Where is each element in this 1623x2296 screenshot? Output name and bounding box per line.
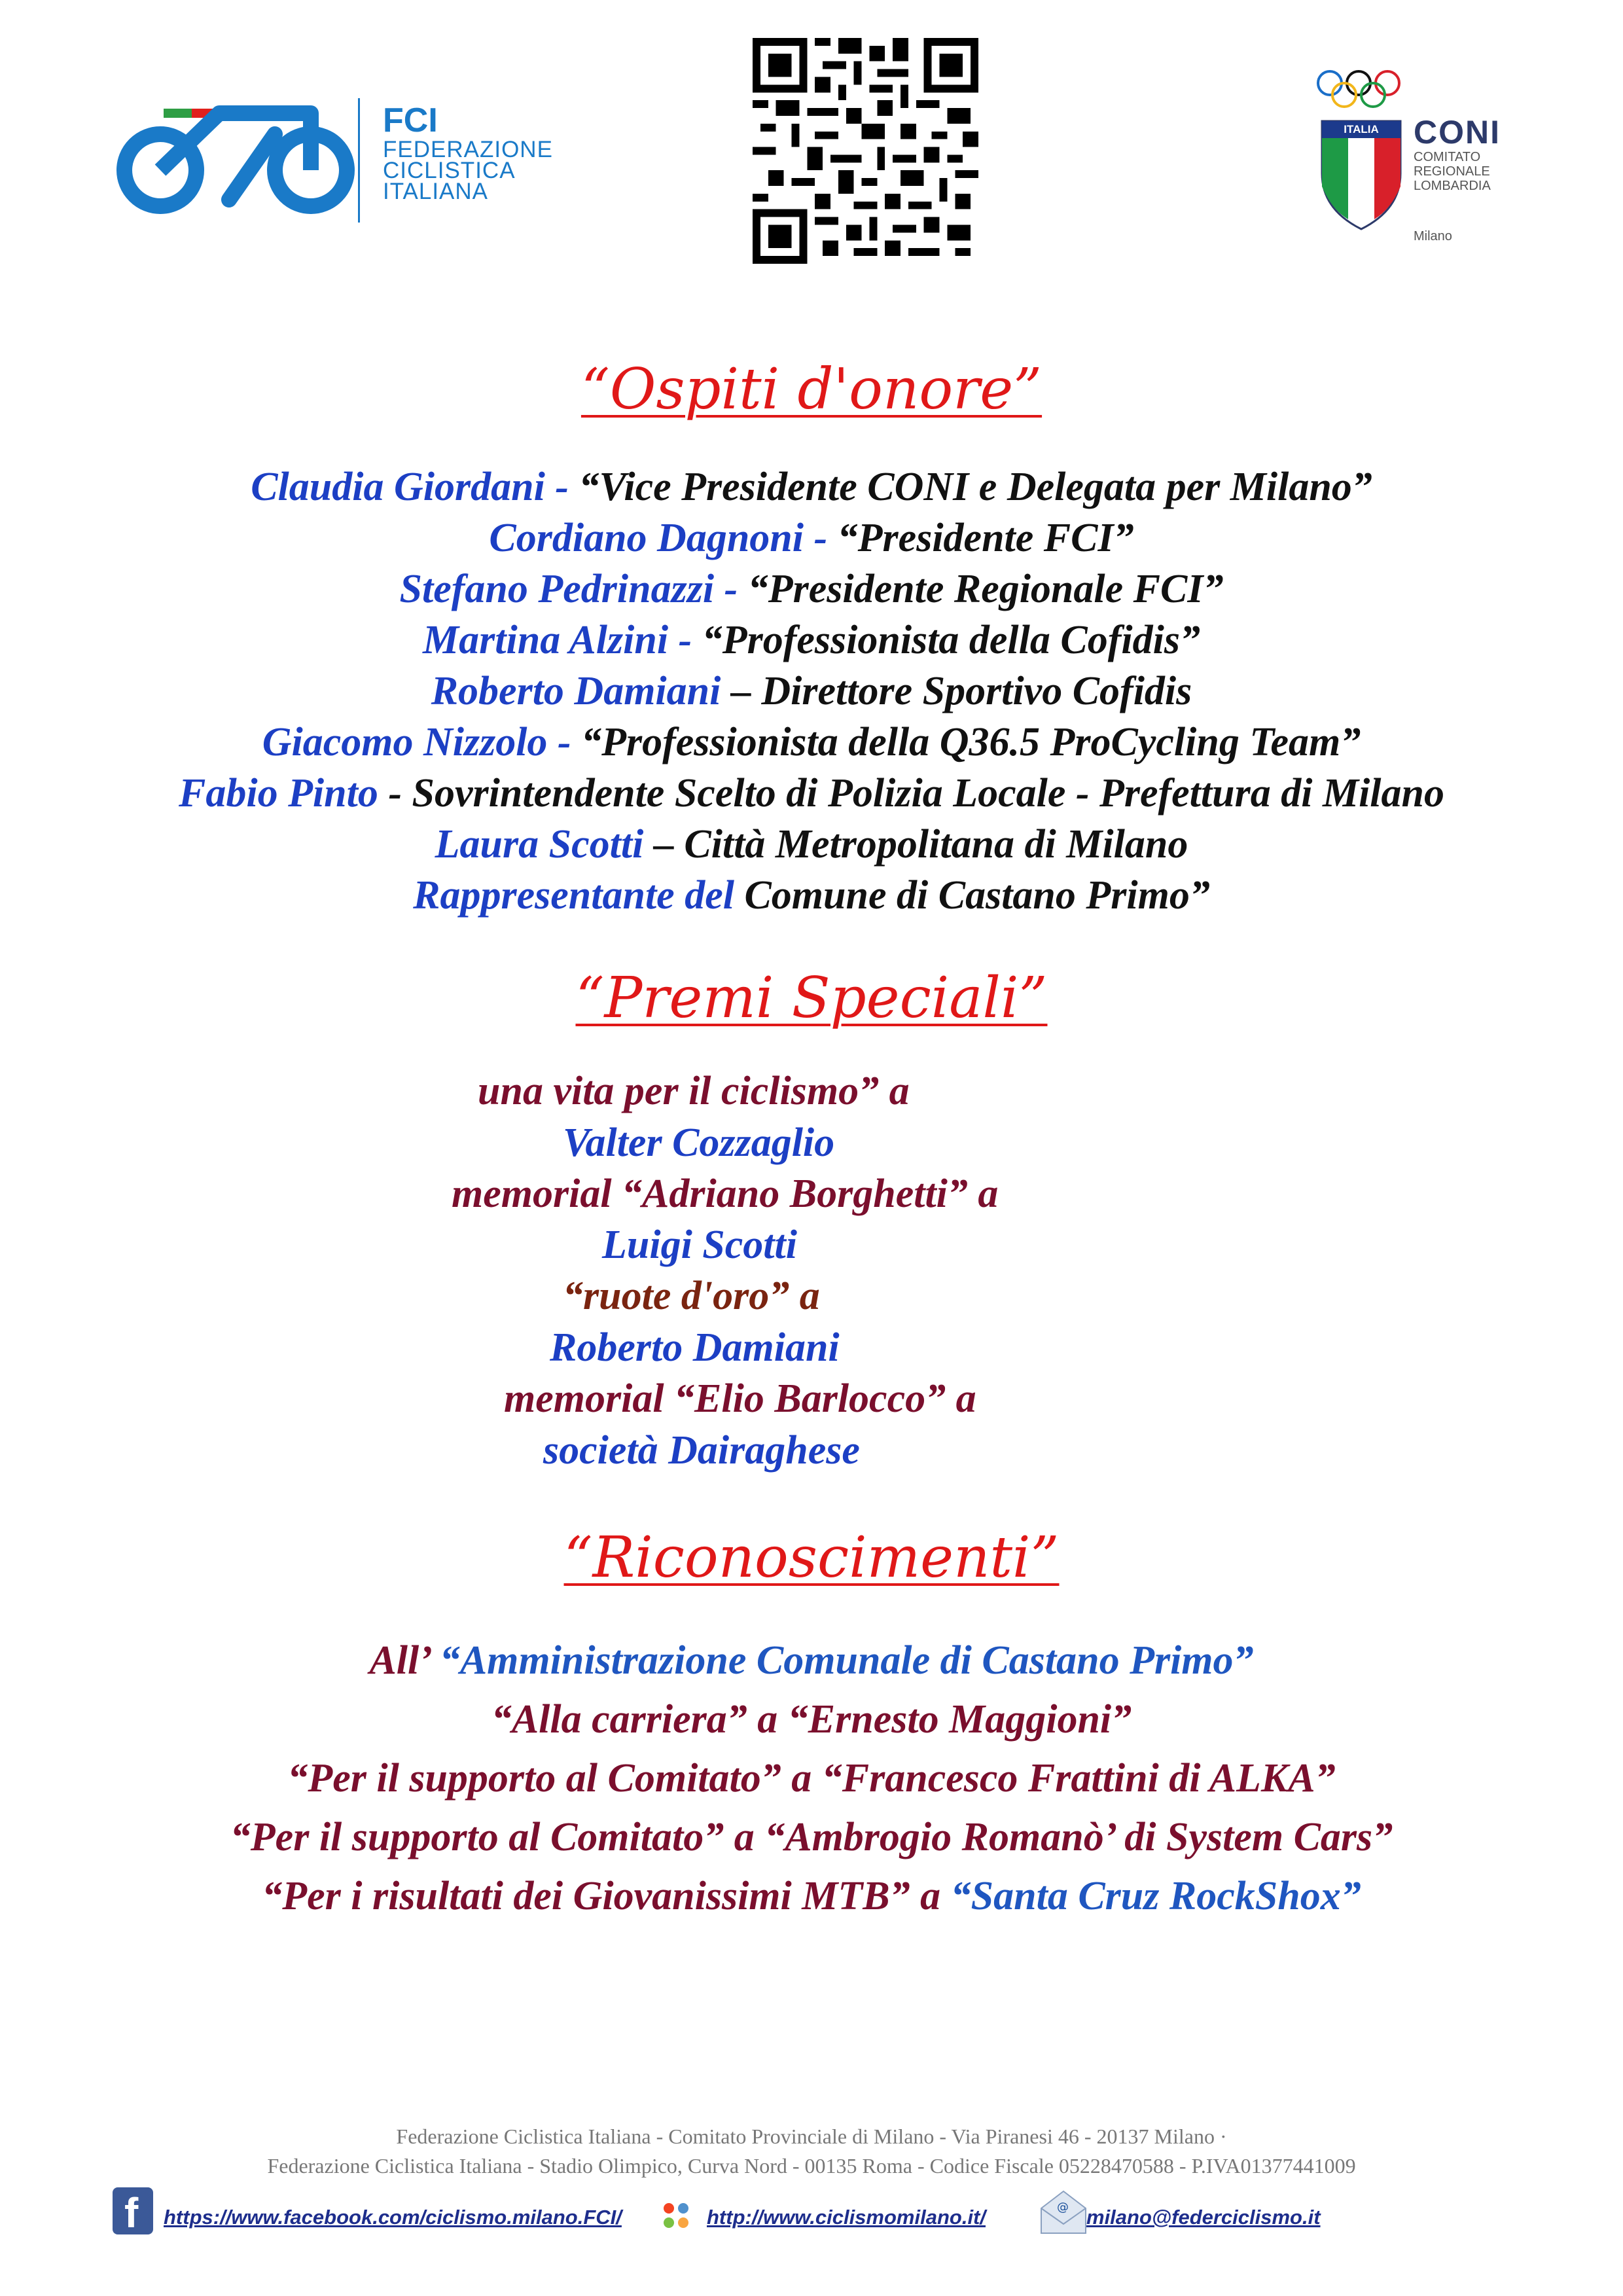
email-icon bbox=[1037, 2189, 1090, 2236]
logo-divider bbox=[358, 98, 360, 223]
fci-line3: ITALIANA bbox=[383, 179, 489, 204]
guest-role: “Presidente Regionale FCI” bbox=[747, 567, 1224, 611]
guest-role: “Professionista della Q36.5 ProCycling Team” bbox=[581, 720, 1361, 764]
premio-label: memorial “Adriano Borghetti” a bbox=[452, 1172, 999, 1216]
coni-wordmark bbox=[1414, 115, 1501, 193]
guest-role: “Vice Presidente CONI e Delegata per Milano” bbox=[579, 465, 1372, 509]
coni-city: Milano bbox=[1414, 229, 1452, 243]
riconoscimento-row bbox=[0, 1808, 1623, 1867]
coni-logo bbox=[1315, 62, 1538, 252]
ospiti-row bbox=[0, 564, 1623, 615]
riconoscimento-recipient: “Ambrogio Romanò’ di System Cars” bbox=[764, 1815, 1393, 1859]
coni-name: CONI bbox=[1414, 114, 1501, 151]
ospiti-row bbox=[0, 461, 1623, 512]
riconoscimento-label: All’ bbox=[369, 1638, 440, 1683]
riconoscimento-row bbox=[0, 1749, 1623, 1808]
ospiti-row bbox=[0, 717, 1623, 768]
website-link[interactable]: http://www.ciclismomilano.it/ bbox=[707, 2206, 986, 2229]
ospiti-list bbox=[0, 461, 1623, 921]
premio-recipient: società Dairaghese bbox=[543, 1428, 860, 1473]
premi-title: “Premi Speciali” bbox=[575, 965, 1048, 1031]
footer-address-1: Federazione Ciclistica Italiana - Comitato Provinciale di Milano - Via Piranesi 46 - 20137 Milano · bbox=[396, 2125, 1227, 2148]
riconoscimento-row bbox=[0, 1631, 1623, 1690]
coni-badge-text: ITALIA bbox=[1344, 123, 1379, 135]
guest-name: Cordiano Dagnoni - bbox=[489, 516, 838, 560]
guest-name: Fabio Pinto bbox=[178, 771, 389, 816]
ospiti-row bbox=[0, 512, 1623, 564]
coni-line2: REGIONALE bbox=[1414, 164, 1490, 179]
facebook-icon[interactable]: f bbox=[113, 2187, 153, 2234]
riconoscimenti-title: “Riconoscimenti” bbox=[563, 1525, 1060, 1590]
guest-role: “Presidente FCI” bbox=[837, 516, 1134, 560]
guest-name: Rappresentante del bbox=[413, 873, 745, 918]
fci-logo bbox=[115, 95, 560, 232]
footer-address-2: Federazione Ciclistica Italiana - Stadio Olimpico, Curva Nord - 00135 Roma - Codice Fiscale 05228470588 - P.IVA01377441009 bbox=[267, 2154, 1356, 2178]
riconoscimento-row bbox=[0, 1690, 1623, 1749]
ospiti-row bbox=[0, 666, 1623, 717]
ospiti-title: “Ospiti d'onore” bbox=[580, 357, 1043, 422]
qr-code[interactable] bbox=[753, 38, 978, 264]
guest-name: Martina Alzini - bbox=[423, 618, 702, 662]
guest-name: Claudia Giordani - bbox=[251, 465, 579, 509]
guest-role: “Professionista della Cofidis” bbox=[702, 618, 1200, 662]
riconoscimento-recipient: “Francesco Frattini di ALKA” bbox=[821, 1756, 1336, 1801]
premio-label: “ruote d'oro” a bbox=[563, 1274, 820, 1318]
premio-recipient: Roberto Damiani bbox=[550, 1325, 840, 1370]
guest-name: Roberto Damiani bbox=[431, 669, 731, 713]
olympic-rings-icon bbox=[1315, 62, 1407, 232]
guest-name: Stefano Pedrinazzi - bbox=[399, 567, 748, 611]
guest-role: Comune di Castano Primo” bbox=[744, 873, 1210, 918]
riconoscimento-label: “Per il supporto al Comitato” a bbox=[230, 1815, 765, 1859]
email-link[interactable]: milano@federciclismo.it bbox=[1086, 2206, 1321, 2229]
riconoscimento-row bbox=[0, 1867, 1623, 1926]
fci-line2: CICLISTICA bbox=[383, 158, 516, 183]
riconoscimento-label: “Per i risultati dei Giovanissimi MTB” a bbox=[262, 1874, 951, 1918]
premio-label: memorial “Elio Barlocco” a bbox=[504, 1376, 976, 1421]
guest-role: – Città Metropolitana di Milano bbox=[653, 822, 1188, 867]
fci-abbr: FCI bbox=[383, 101, 438, 139]
coni-line1: COMITATO bbox=[1414, 150, 1481, 164]
guest-role: – Direttore Sportivo Cofidis bbox=[730, 669, 1192, 713]
premio-label: una vita per il ciclismo” a bbox=[478, 1069, 910, 1113]
fci-wordmark bbox=[383, 101, 553, 202]
guest-name: Laura Scotti bbox=[435, 822, 654, 867]
fci-line1: FEDERAZIONE bbox=[383, 137, 553, 162]
riconoscimento-label: “Per il supporto al Comitato” a bbox=[287, 1756, 822, 1801]
riconoscimento-recipient: “Amministrazione Comunale di Castano Primo” bbox=[439, 1638, 1254, 1683]
footer-links bbox=[0, 2187, 1623, 2240]
riconoscimenti-list bbox=[0, 1631, 1623, 1926]
riconoscimento-recipient: “Ernesto Maggioni” bbox=[787, 1697, 1132, 1742]
riconoscimento-recipient: “Santa Cruz RockShox” bbox=[950, 1874, 1361, 1918]
ospiti-row bbox=[0, 615, 1623, 666]
premio-recipient: Luigi Scotti bbox=[602, 1223, 797, 1267]
premio-recipient: Valter Cozzaglio bbox=[563, 1121, 835, 1165]
svg-text:@: @ bbox=[1057, 2200, 1069, 2214]
joomla-icon bbox=[661, 2200, 691, 2231]
riconoscimento-label: “Alla carriera” a bbox=[491, 1697, 788, 1742]
bicycle-icon bbox=[115, 95, 370, 232]
ospiti-row bbox=[0, 870, 1623, 921]
guest-name: Giacomo Nizzolo - bbox=[262, 720, 582, 764]
ospiti-row bbox=[0, 819, 1623, 870]
coni-line3: LOMBARDIA bbox=[1414, 179, 1491, 193]
facebook-link[interactable]: https://www.facebook.com/ciclismo.milano.FCI/ bbox=[164, 2206, 622, 2229]
guest-role: - Sovrintendente Scelto di Polizia Locale - Prefettura di Milano bbox=[388, 771, 1445, 816]
ospiti-row bbox=[0, 768, 1623, 819]
